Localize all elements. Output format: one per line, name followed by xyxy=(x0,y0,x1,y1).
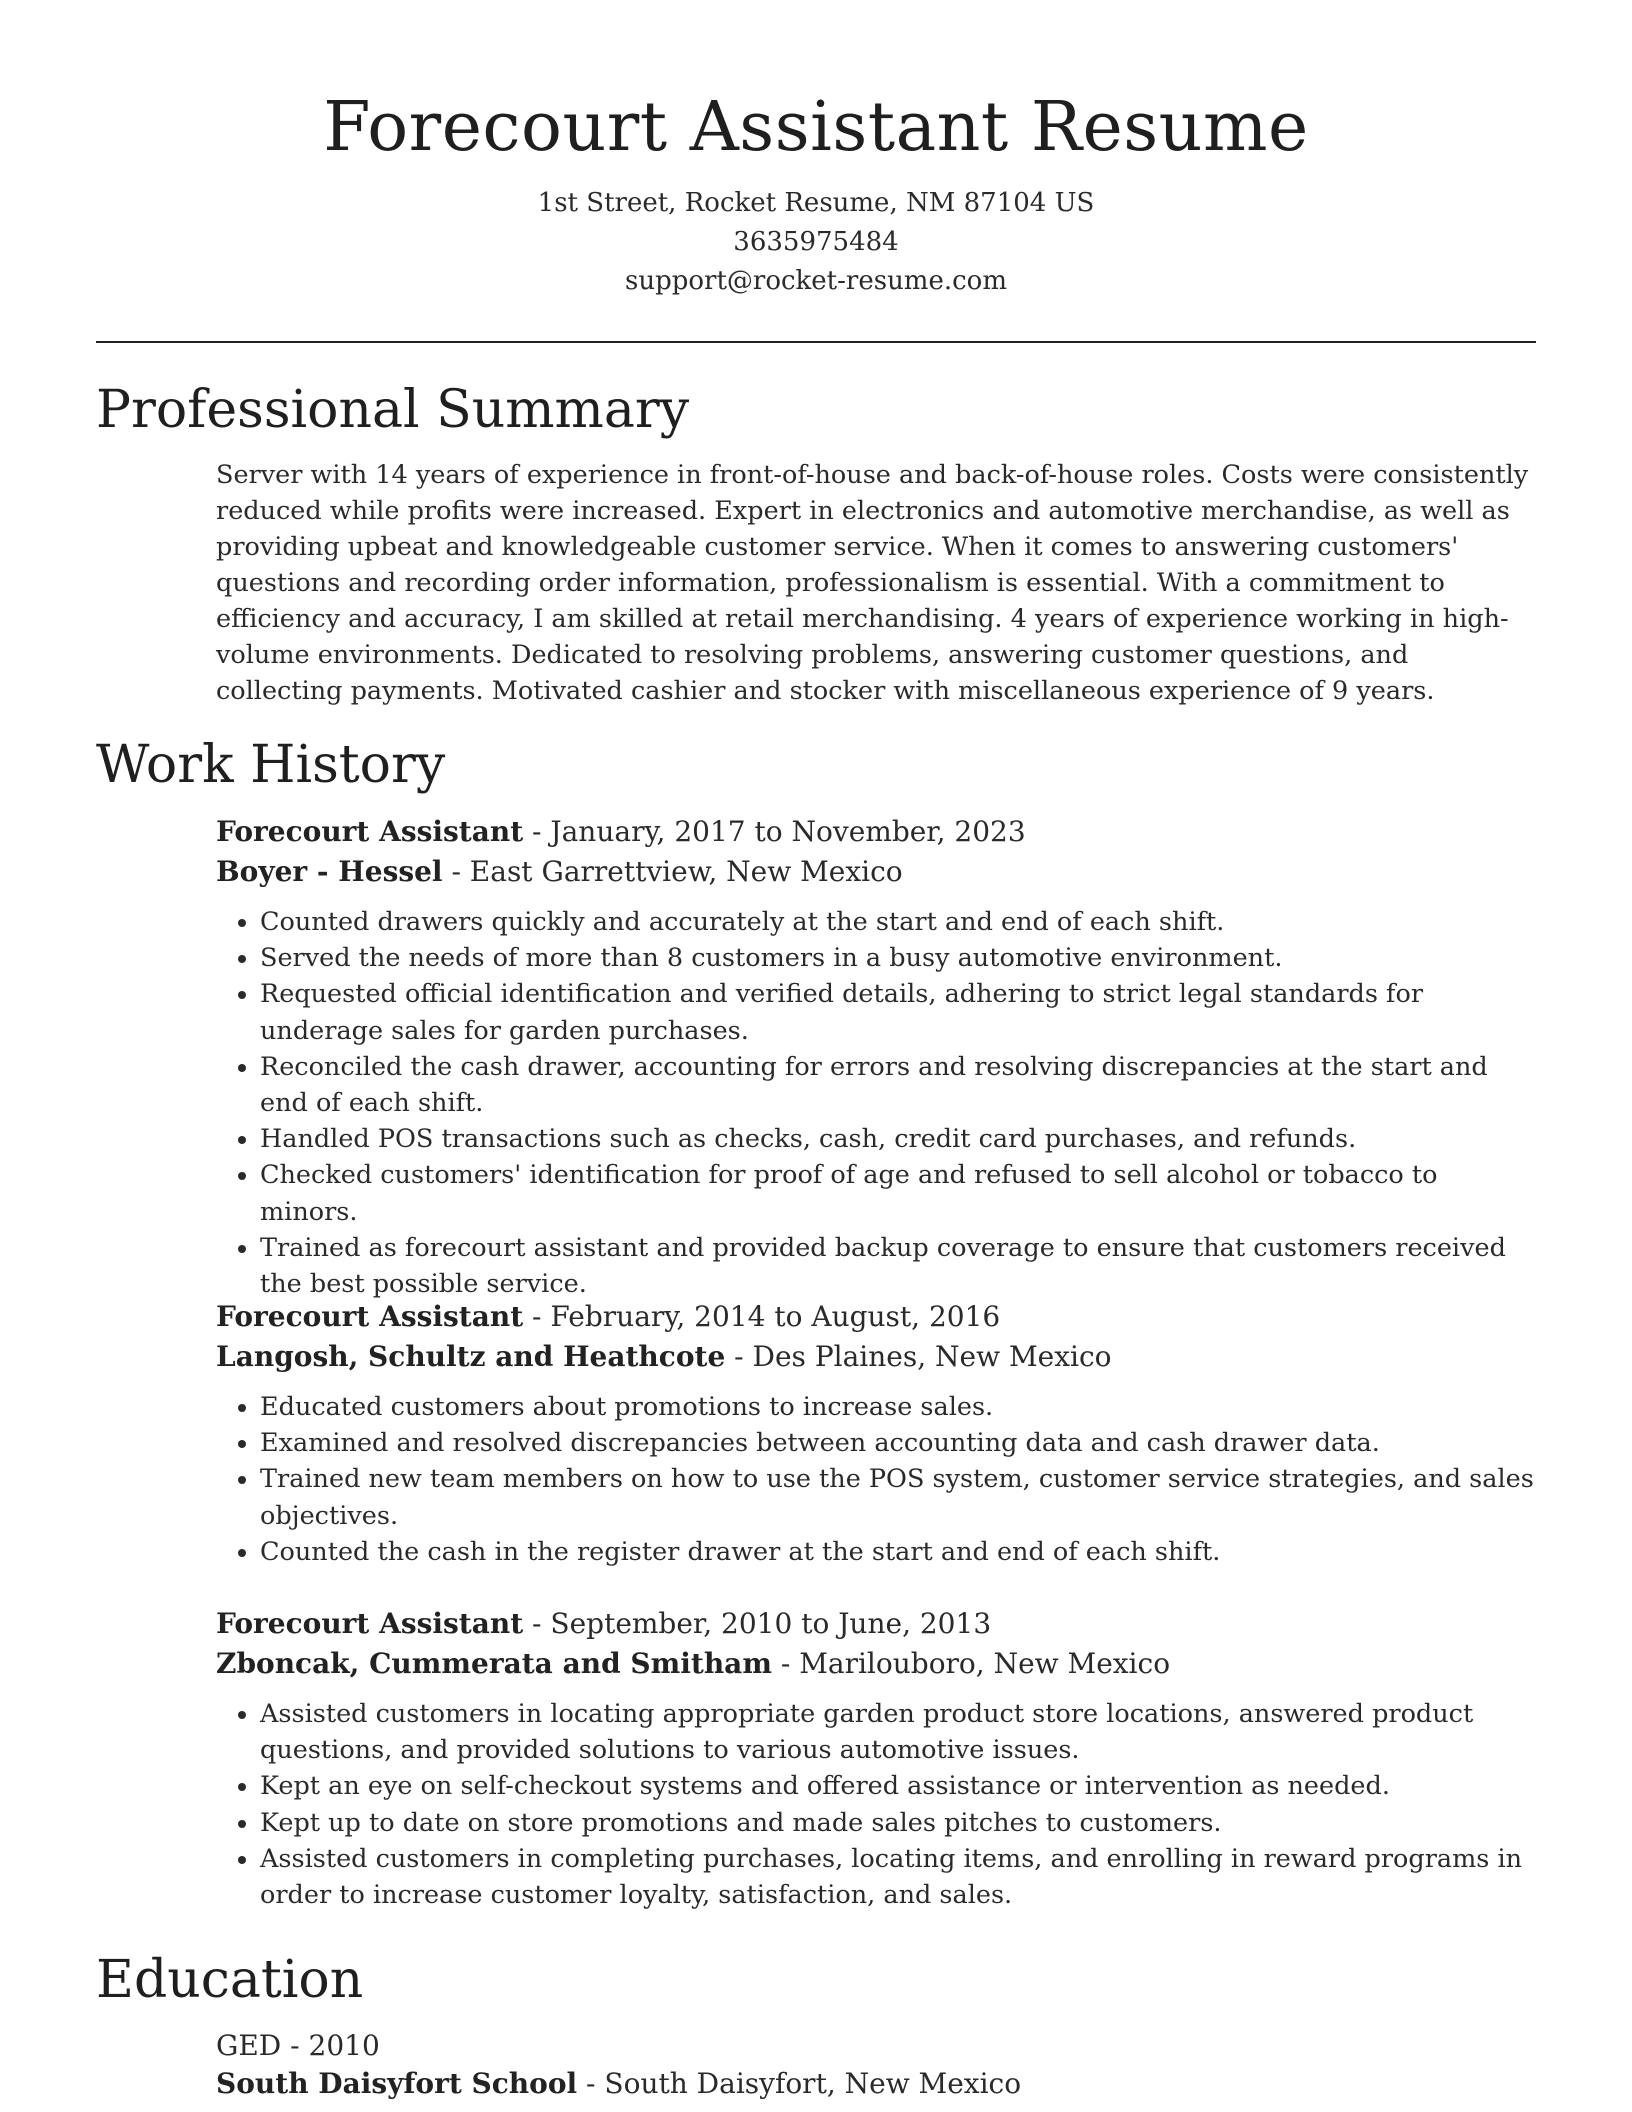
job-location: - East Garrettview, New Mexico xyxy=(442,855,903,888)
job-company-line xyxy=(216,1644,1536,1684)
list-item: • Counted the cash in the register drawer at the start and end of each shift. xyxy=(260,1534,1536,1570)
job-company-line xyxy=(216,1337,1536,1377)
job-bullets xyxy=(216,1696,1536,1913)
job-role: Forecourt Assistant xyxy=(216,1607,524,1640)
list-item: • Trained new team members on how to use the POS system, customer service strategies, and sales objectives. xyxy=(260,1461,1536,1533)
contact-info xyxy=(0,184,1632,301)
job-company: Langosh, Schultz and Heathcote xyxy=(216,1340,726,1373)
job-company: Boyer - Hessel xyxy=(216,855,443,888)
job-entry xyxy=(216,812,1536,1302)
education-location: - South Daisyfort, New Mexico xyxy=(577,2067,1022,2100)
summary-heading: Professional Summary xyxy=(96,380,690,440)
job-bullets xyxy=(216,1389,1536,1570)
summary-text: Server with 14 years of experience in front-of-house and back-of-house roles. Costs were consistently reduced while profits were increased. Expert in electronics and automotive merchandise, as well as providing upbeat and knowledgeable customer service. When it comes to answering customers' questions and recording order information, professionalism is essential. With a commitment to efficiency and accuracy, I am skilled at retail merchandising. 4 years of experience working in high-volume environments. Dedicated to resolving problems, answering customer questions, and collecting payments. Motivated cashier and stocker with miscellaneous experience of 9 years. xyxy=(216,460,1529,706)
email: support@rocket-resume.com xyxy=(624,266,1007,296)
job-title-line xyxy=(216,1604,1536,1644)
job-role: Forecourt Assistant xyxy=(216,815,524,848)
list-item: • Assisted customers in locating appropriate garden product store locations, answered product questions, and provided solutions to various automotive issues. xyxy=(260,1696,1536,1768)
summary-section xyxy=(216,457,1536,709)
header-divider xyxy=(96,341,1536,343)
job-dates: - February, 2014 to August, 2016 xyxy=(523,1300,1001,1333)
list-item: • Handled POS transactions such as checks, cash, credit card purchases, and refunds. xyxy=(260,1121,1536,1157)
job-location: - Des Plaines, New Mexico xyxy=(725,1340,1112,1373)
list-item: • Checked customers' identification for proof of age and refused to sell alcohol or tobacco to minors. xyxy=(260,1157,1536,1229)
work-history-heading: Work History xyxy=(96,735,446,795)
education-entry xyxy=(216,2027,1536,2103)
resume-header xyxy=(0,0,1632,301)
list-item: • Kept up to date on store promotions and made sales pitches to customers. xyxy=(260,1805,1536,1841)
list-item: • Reconciled the cash drawer, accounting for errors and resolving discrepancies at the start and end of each shift. xyxy=(260,1049,1536,1121)
job-company: Zboncak, Cummerata and Smitham xyxy=(216,1647,772,1680)
address: 1st Street, Rocket Resume, NM 87104 US xyxy=(537,188,1095,218)
job-title-line xyxy=(216,812,1536,852)
list-item: • Kept an eye on self-checkout systems and offered assistance or intervention as needed. xyxy=(260,1768,1536,1804)
education-degree: GED - 2010 xyxy=(216,2029,380,2062)
list-item: • Educated customers about promotions to increase sales. xyxy=(260,1389,1536,1425)
job-entry xyxy=(216,1297,1536,1570)
job-dates: - January, 2017 to November, 2023 xyxy=(523,815,1026,848)
job-title-line xyxy=(216,1297,1536,1337)
job-entry xyxy=(216,1604,1536,1913)
job-company-line xyxy=(216,852,1536,892)
list-item: • Assisted customers in completing purchases, locating items, and enrolling in reward programs in order to increase customer loyalty, satisfaction, and sales. xyxy=(260,1841,1536,1913)
list-item: • Counted drawers quickly and accurately at the start and end of each shift. xyxy=(260,904,1536,940)
list-item: • Served the needs of more than 8 customers in a busy automotive environment. xyxy=(260,940,1536,976)
list-item: • Examined and resolved discrepancies between accounting data and cash drawer data. xyxy=(260,1425,1536,1461)
job-location: - Marilouboro, New Mexico xyxy=(771,1647,1171,1680)
page-title: Forecourt Assistant Resume xyxy=(323,88,1309,167)
list-item: • Trained as forecourt assistant and provided backup coverage to ensure that customers received the best possible service. xyxy=(260,1230,1536,1302)
education-school: South Daisyfort School xyxy=(216,2067,578,2100)
phone: 3635975484 xyxy=(733,227,899,257)
job-dates: - September, 2010 to June, 2013 xyxy=(523,1607,992,1640)
list-item: • Requested official identification and verified details, adhering to strict legal standards for underage sales for garden purchases. xyxy=(260,976,1536,1048)
job-role: Forecourt Assistant xyxy=(216,1300,524,1333)
education-school-line xyxy=(216,2065,1536,2103)
job-bullets xyxy=(216,904,1536,1302)
education-heading: Education xyxy=(96,1950,364,2010)
